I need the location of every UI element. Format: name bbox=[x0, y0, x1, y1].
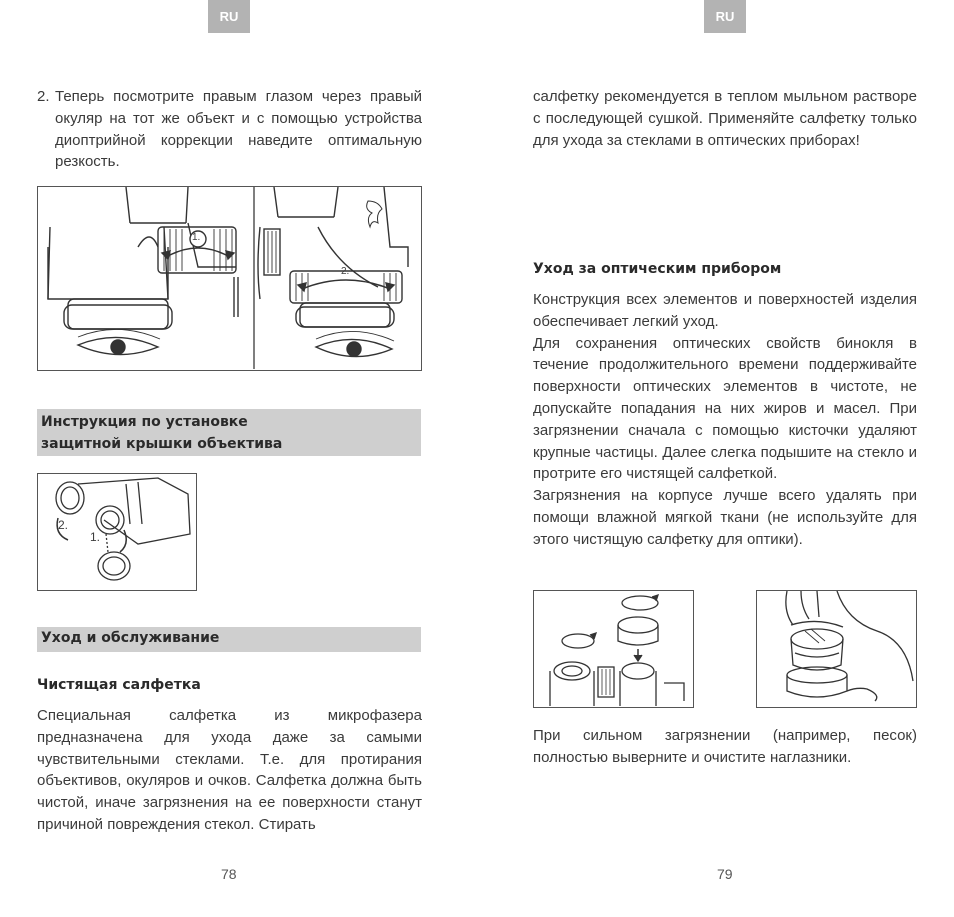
cleaning-cloth-text: Специальная салфетка из микрофазера предназначена для ухода даже за самыми чувствительными стеклами. Т.е. для протирания объективов, окуляров и очков. Салфетка должна быть чистой, иначе загрязнения на ее поверхности станут причиной повреждения стекол. Стирать bbox=[37, 707, 422, 833]
care-maintenance-heading: Уход и обслуживание bbox=[37, 627, 421, 652]
step-2-text: Теперь посмотрите правым глазом через правый окуляр на тот же объект и с помощью устройства диоптрийной коррекции наведите оптимальную резкость. bbox=[55, 88, 422, 171]
optics-paragraph-3: Загрязнения на корпусе лучше всего удалять при помощи влажной мягкой ткани (не используйте для этого чистящую салфетку для оптики). bbox=[533, 487, 917, 548]
lens-cap-figure bbox=[37, 473, 197, 591]
page-number-left: 78 bbox=[221, 866, 237, 882]
eyecup-cleaning-figure bbox=[756, 590, 917, 708]
cap-label-2: 2. bbox=[58, 518, 69, 532]
step-2-number: 2. bbox=[37, 88, 50, 105]
optics-care-text bbox=[533, 289, 917, 551]
page-number-right: 79 bbox=[717, 866, 733, 882]
optics-paragraph-1: Конструкция всех элементов и поверхностей изделия обеспечивает легкий уход. bbox=[533, 291, 917, 330]
cleaning-cloth-heading: Чистящая салфетка bbox=[37, 677, 201, 693]
language-tab-right: RU bbox=[704, 0, 746, 33]
diopter-label-2: 2. bbox=[341, 266, 350, 277]
hand-icon bbox=[757, 591, 915, 706]
step-2-instruction bbox=[37, 86, 422, 173]
diopter-label-1: 1. bbox=[192, 232, 201, 243]
eyecup-removal-figure bbox=[533, 590, 694, 708]
rotate-arrow-icon bbox=[622, 596, 658, 610]
cap-install-heading-line1: Инструкция по установке bbox=[41, 414, 248, 430]
eyecup-cleaning-text: При сильном загрязнении (например, песок) полностью выверните и очистите наглазники. bbox=[533, 727, 917, 766]
cleaning-cloth-continued: салфетку рекомендуется в теплом мыльном растворе с последующей сушкой. Применяйте салфетку только для ухода за стеклами в оптических приборах! bbox=[533, 88, 917, 149]
diopter-adjustment-figure bbox=[37, 186, 422, 371]
cap-install-heading bbox=[37, 409, 421, 456]
optics-care-heading: Уход за оптическим прибором bbox=[533, 261, 782, 277]
optics-paragraph-2: Для сохранения оптических свойств бинокля в течение продолжительного времени поддерживайте поверхности оптических элементов в чистоте, не допускайте попадания на них жиров и масел. При загрязнении сначала с помощью кисточки удаляют крупные частицы. Далее слегка подышите на стекло и протрите его чистящей салфеткой. bbox=[533, 334, 917, 483]
pheasant-logo-icon bbox=[367, 201, 382, 227]
cap-install-heading-line2: защитной крышки объектива bbox=[41, 436, 283, 452]
cap-label-1: 1. bbox=[90, 530, 101, 544]
language-tab-left: RU bbox=[208, 0, 250, 33]
